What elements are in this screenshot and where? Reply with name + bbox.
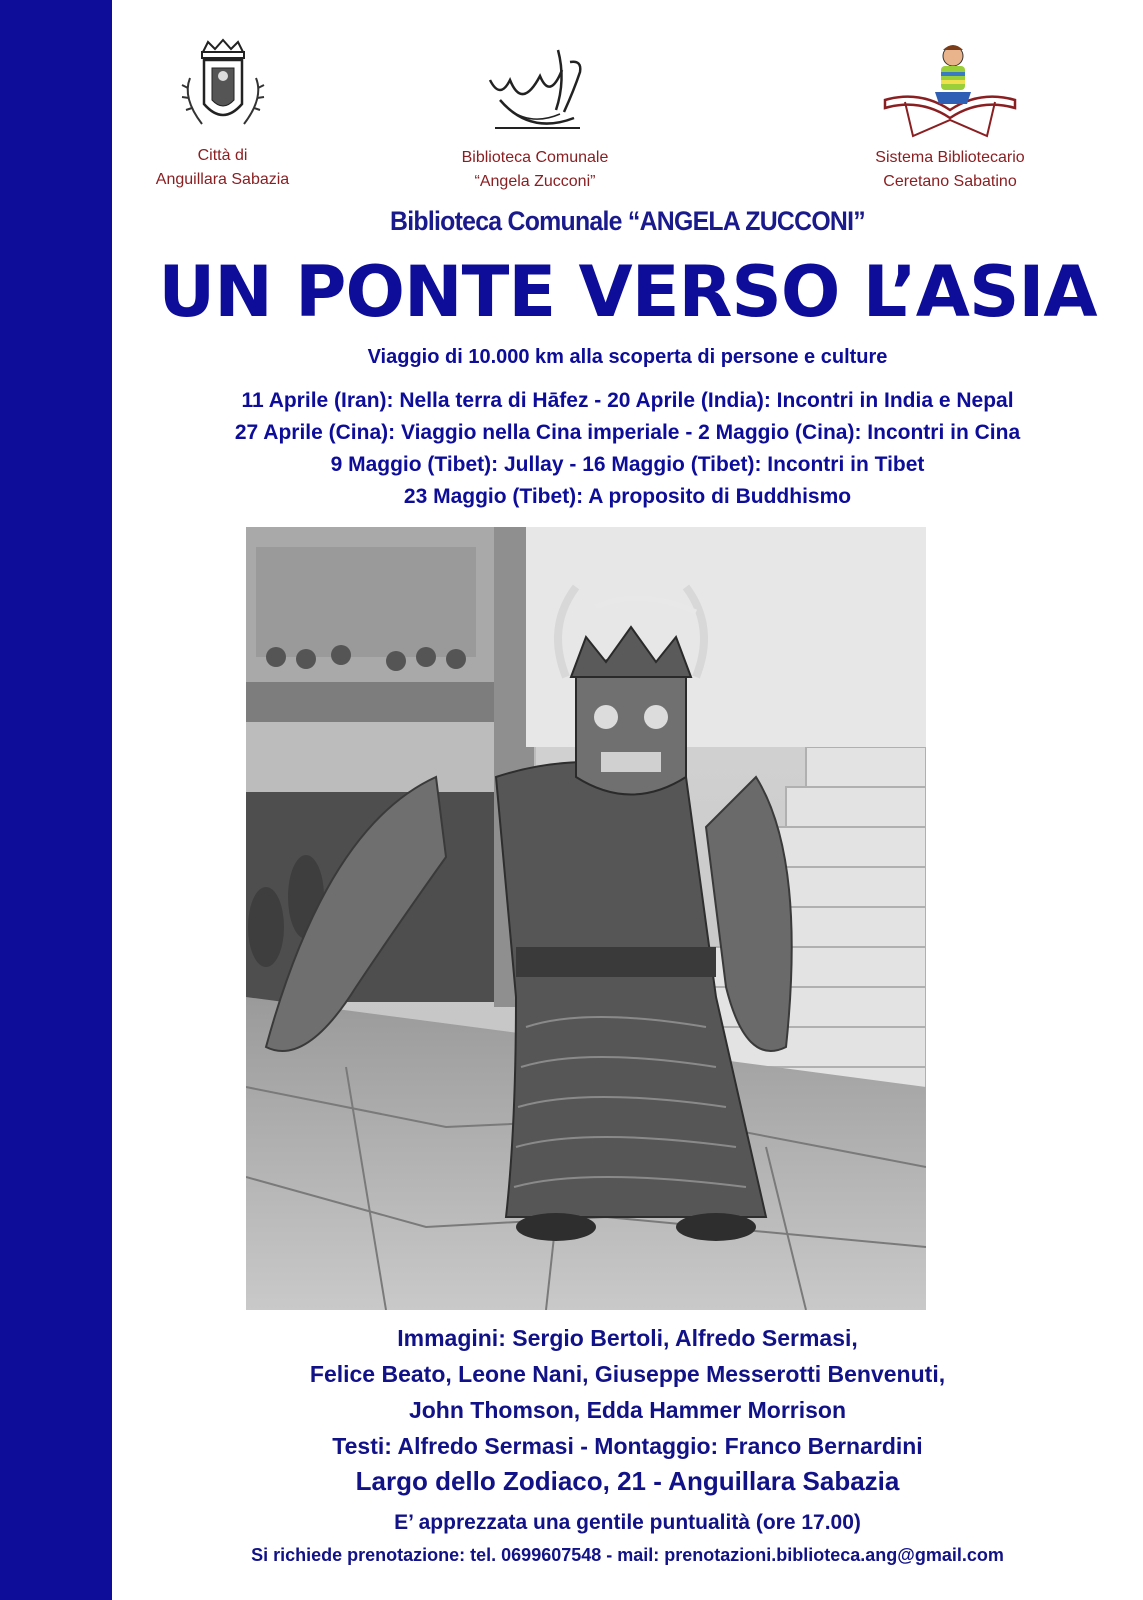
schedule-line: 11 Aprile (Iran): Nella terra di Hāfez - 20 Aprile (India): Incontri in India e Nepal: [241, 389, 1014, 412]
credits-line: Felice Beato, Leone Nani, Giuseppe Messerotti Benvenuti,: [309, 1361, 946, 1387]
schedule-line: 9 Maggio (Tibet): Jullay - 16 Maggio (Tibet): Incontri in Tibet: [330, 453, 925, 476]
sistema-caption-line1: Sistema Bibliotecario: [875, 149, 1025, 166]
logo-sistema: [840, 40, 1060, 194]
logo-citta: [130, 38, 315, 192]
library-name: Biblioteca Comunale “ANGELA ZUCCONI”: [390, 206, 865, 236]
credits-line: Immagini: Sergio Bertoli, Alfredo Sermasi,: [397, 1325, 858, 1351]
poster-tagline: Viaggio di 10.000 km alla scoperta di persone e culture: [367, 346, 888, 368]
credits: [112, 1320, 1143, 1464]
biblioteca-caption-line1: Biblioteca Comunale: [461, 149, 609, 166]
schedule-line: 27 Aprile (Cina): Viaggio nella Cina imperiale - 2 Maggio (Cina): Incontri in Cina: [234, 421, 1021, 444]
schedule-line: 23 Maggio (Tibet): A proposito di Buddhismo: [403, 485, 852, 508]
left-blue-bar: [0, 0, 112, 1600]
booking-info: Si richiede prenotazione: tel. 0699607548 - mail: prenotazioni.biblioteca.ang@gmail.com: [251, 1545, 1004, 1565]
logo-biblioteca: [430, 40, 640, 194]
swan-book-icon: [470, 40, 600, 140]
poster-title: UN PONTE VERSO L’ASIA: [158, 251, 1097, 333]
event-schedule: [112, 385, 1143, 513]
citta-caption-line1: Città di: [197, 147, 248, 164]
child-reading-book-icon: [875, 40, 1025, 140]
credits-line: Testi: Alfredo Sermasi - Montaggio: Franco Bernardini: [332, 1433, 923, 1459]
masked-dancer-photo: [246, 527, 926, 1310]
sistema-caption-line2: Ceretano Sabatino: [883, 173, 1017, 190]
biblioteca-caption-line2: “Angela Zucconi”: [474, 173, 596, 190]
punctuality-note: E’ apprezzata una gentile puntualità (ore 17.00): [394, 1511, 861, 1534]
credits-line: John Thomson, Edda Hammer Morrison: [408, 1397, 847, 1423]
citta-caption-line2: Anguillara Sabazia: [155, 171, 290, 188]
coat-of-arms-icon: [168, 38, 278, 138]
venue-address: Largo dello Zodiaco, 21 - Anguillara Sabazia: [355, 1466, 900, 1496]
